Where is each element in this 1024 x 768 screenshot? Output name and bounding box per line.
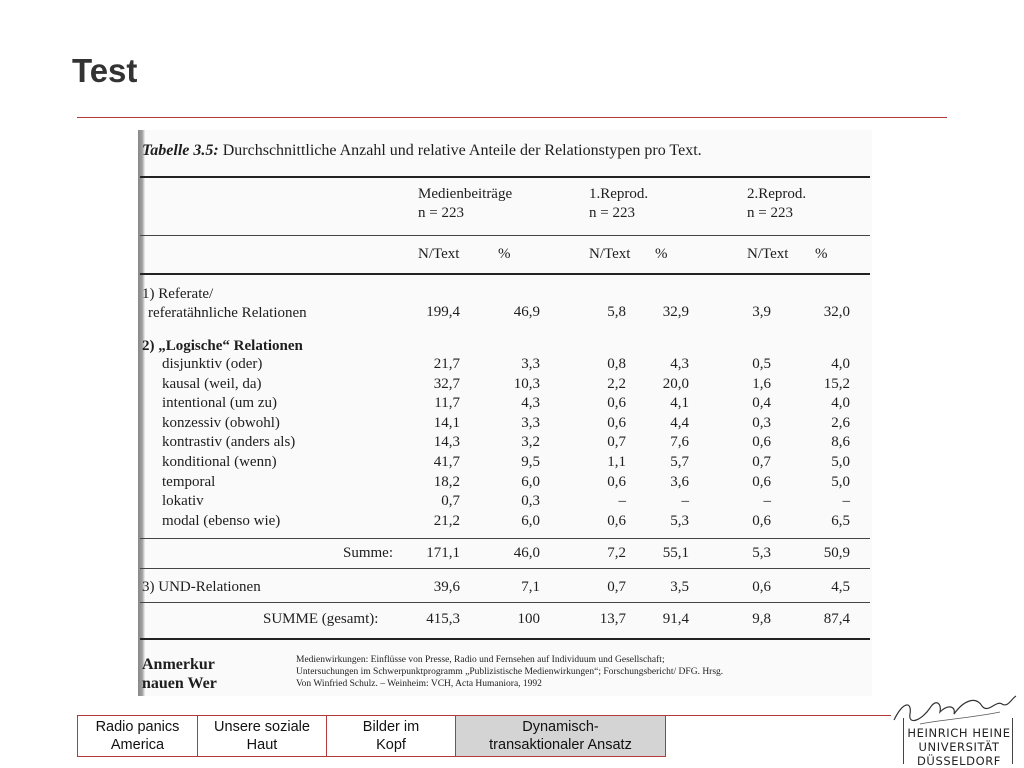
summe-label: Summe: [343,545,394,561]
subheader-ntext-2: N/Text [589,246,631,262]
table-caption [142,142,702,160]
nav-tab-label-line1: Dynamisch- [522,719,599,735]
summe-value-cell: 46,0 [513,545,540,561]
relation-row-value-cell: 0,5 [752,356,771,372]
section-1-label-2: referatähnliche Relationen [148,305,307,321]
relation-row-value-cell: 3,3 [521,415,540,431]
section-3-label: 3) UND-Relationen [142,579,261,595]
relation-row-value-cell: 0,7 [607,434,626,450]
summe-value-cell: 55,1 [662,545,689,561]
relation-row-value-cell: 0,6 [607,474,626,490]
relation-row-value-cell: 0,6 [607,395,626,411]
summe-value-cell: 50,9 [823,545,850,561]
relation-row-value-cell: 0,8 [607,356,626,372]
subheader-pct-3: % [815,246,828,262]
group-n-1: n = 223 [418,205,464,221]
relation-row-value-cell: 0,3 [752,415,771,431]
nav-tab-radio-panics[interactable] [78,716,198,756]
nav-tab-label-line2: Haut [246,737,278,753]
gesamt-value-cell: 13,7 [599,611,626,627]
relation-row-value-cell: 1,6 [752,376,771,392]
section-3-value-cell: 0,6 [752,579,771,595]
gesamt-value-cell: 9,8 [752,611,771,627]
relation-row-value-cell: 2,2 [607,376,626,392]
relation-row-label: disjunktiv (oder) [162,356,263,372]
relation-row-label: kontrastiv (anders als) [162,434,296,450]
source-note-line-2: Untersuchungen im Schwerpunktprogramm „Publizistische Medienwirkungen“; Forschungsbericht/ DFG. Hrsg. [296,667,724,677]
scanned-table-image [138,130,872,696]
relation-row-value-cell: 0,7 [752,454,771,470]
source-note [296,654,723,690]
gesamt-value-cell: 100 [517,611,540,627]
relation-row-value-cell: 4,4 [670,415,689,431]
summe-value-cell: 7,2 [607,545,626,561]
section-1-value-cell: 199,4 [426,304,460,320]
logo-line-1: HEINRICH HEINE [907,726,1011,740]
relation-row-value-cell: 4,0 [831,395,850,411]
relation-row-value-cell: 8,6 [831,434,850,450]
logo-line-2: UNIVERSITÄT [918,740,1000,754]
group-n-3: n = 223 [747,205,793,221]
subheader-ntext-1: N/Text [418,246,460,262]
relation-row-label: temporal [162,474,216,490]
relation-row-value-cell: 3,3 [521,356,540,372]
section-1-label: 1) Referate/ [142,286,214,302]
source-note-line-3: Von Winfried Schulz. – Weinheim: VCH, Acta Humaniora, 1992 [296,679,542,689]
summe-value-cell: 5,3 [752,545,771,561]
relation-row-value-cell: 0,6 [607,513,626,529]
relation-row-value-cell: 10,3 [513,376,540,392]
relation-row-value-cell: 4,0 [831,356,850,372]
summe-value-cell: 171,1 [426,545,460,561]
nav-tab-label-line1: Radio panics [95,719,180,735]
relation-row-label: lokativ [162,493,204,509]
group-header-3: 2.Reprod. [747,186,807,202]
table-rule-subheader [140,273,870,275]
nav-tab-unsere-soziale-haut[interactable] [198,716,327,756]
section-1-value-cell: 32,9 [662,304,689,320]
section-3-value-cell: 39,6 [433,579,460,595]
section-1-value-cell: 3,9 [752,304,771,320]
section-1-value-cell: 5,8 [607,304,626,320]
relation-row-value-cell: 5,7 [670,454,689,470]
relation-row-value-cell: 20,0 [662,376,689,392]
section-3-value-cell: 0,7 [607,579,626,595]
section-2-label: 2) „Logische“ Relationen [142,338,303,354]
relation-row-value-cell: 0,7 [441,493,460,509]
relation-row-value-cell: 5,3 [670,513,689,529]
gesamt-value-cell: 415,3 [426,611,460,627]
nav-tab-label-line2: Kopf [376,737,406,753]
relation-row-label: konditional (wenn) [162,454,277,470]
university-logo [890,690,1020,768]
table-rule-top [140,176,870,178]
gesamt-value-cell: 87,4 [823,611,850,627]
table-rule-header [140,235,870,236]
table-rule-gesamt [140,602,870,603]
bottom-navigation [77,715,666,757]
relation-row-label: kausal (weil, da) [162,376,262,392]
section-3-value-cell: 7,1 [521,579,540,595]
relation-row-value-cell: 0,6 [752,474,771,490]
relation-row-value-cell: – [842,493,850,509]
title-divider [77,117,947,118]
nav-tab-label-line2: America [110,737,165,753]
relation-row-value-cell: 5,0 [831,474,850,490]
relation-row-value-cell: 11,7 [434,395,460,411]
page-title: Test [72,52,138,89]
relation-row-value-cell: 3,2 [521,434,540,450]
gesamt-label: SUMME (gesamt): [263,611,379,627]
relation-row-value-cell: 21,2 [433,513,460,529]
subheader-ntext-3: N/Text [747,246,789,262]
relation-row-value-cell: 5,0 [831,454,850,470]
relation-row-label: intentional (um zu) [162,395,277,411]
relation-row-value-cell: – [681,493,689,509]
table-rule-section3 [140,568,870,569]
relation-row-value-cell: 0,6 [607,415,626,431]
anmerkung-fragment-2: nauen Wer [142,675,217,692]
table-rule-bottom [140,638,870,640]
relation-row-value-cell: 0,6 [752,513,771,529]
table-caption-text: Durchschnittliche Anzahl und relative Anteile der Relationstypen pro Text. [222,142,702,159]
relation-row-value-cell: 6,0 [521,474,540,490]
relation-row-value-cell: 14,1 [433,415,460,431]
relation-row-value-cell: 0,6 [752,434,771,450]
nav-extension-line [665,715,891,716]
source-note-line-1: Medienwirkungen: Einflüsse von Presse, Radio und Fernsehen auf Individuum und Gesellschaft; [296,655,665,665]
relation-row-value-cell: 4,3 [521,395,540,411]
relation-row-value-cell: 1,1 [607,454,626,470]
anmerkung-fragment-1: Anmerkur [142,656,215,673]
logo-line-3: DÜSSELDORF [916,754,1002,768]
section-3-value-cell: 4,5 [831,579,850,595]
relation-row-value-cell: 18,2 [433,474,460,490]
group-header-2: 1.Reprod. [589,186,649,202]
relation-row-label: modal (ebenso wie) [162,513,281,529]
nav-tab-dynamisch-transaktionaler-ansatz[interactable] [456,716,665,756]
nav-tab-bilder-im-kopf[interactable] [327,716,456,756]
section-1-value-cell: 46,9 [513,304,540,320]
relation-row-value-cell: 14,3 [433,434,460,450]
nav-tab-label-line1: Unsere soziale [214,719,310,735]
table-rule-summe [140,538,870,539]
relation-row-value-cell: 0,3 [521,493,540,509]
relation-row-value-cell: 0,4 [752,395,771,411]
group-header-1: Medienbeiträge [418,186,513,202]
scan-shadow-edge [138,130,145,696]
subheader-pct-1: % [498,246,511,262]
subheader-pct-2: % [655,246,668,262]
relation-row-value-cell: 41,7 [433,454,460,470]
nav-tab-label-line1: Bilder im [362,719,420,735]
section-1-value-cell: 32,0 [823,304,850,320]
relation-row-value-cell: 7,6 [670,434,689,450]
relation-row-value-cell: 9,5 [521,454,540,470]
relation-row-value-cell: 15,2 [823,376,850,392]
section-3-value-cell: 3,5 [670,579,689,595]
relation-row-value-cell: 3,6 [670,474,689,490]
relation-row-value-cell: 2,6 [831,415,850,431]
nav-tab-label-line2: transaktionaler Ansatz [489,737,632,753]
relation-row-label: konzessiv (obwohl) [162,415,280,431]
group-n-2: n = 223 [589,205,635,221]
table-caption-label: Tabelle 3.5: [142,142,219,159]
gesamt-value-cell: 91,4 [662,611,689,627]
relation-row-value-cell: – [763,493,771,509]
relation-row-value-cell: 21,7 [433,356,460,372]
relation-row-value-cell: 6,5 [831,513,850,529]
relation-row-value-cell: 4,1 [670,395,689,411]
relation-row-value-cell: 4,3 [670,356,689,372]
relation-row-value-cell: – [618,493,626,509]
relation-row-value-cell: 32,7 [433,376,460,392]
relation-row-value-cell: 6,0 [521,513,540,529]
